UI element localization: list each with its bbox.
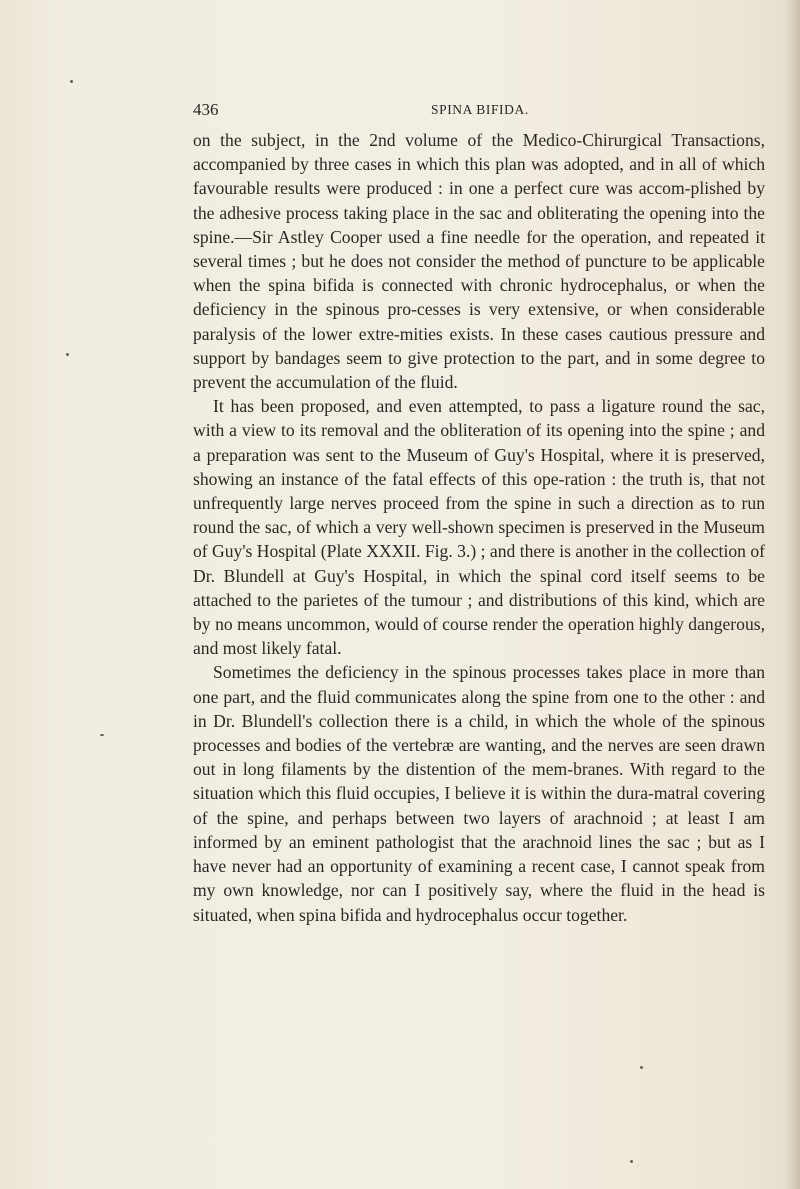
paper-speck	[630, 1160, 633, 1163]
page-edge-shadow	[786, 0, 800, 1189]
paragraph-1: on the subject, in the 2nd volume of the Medico-Chirurgical Transactions, accompanied by three cases in which this plan was adopted, and in all of which favourable results were produced : in one a perfect cure was accom-plished by the adhesive process taking place in the sac and obliterating the opening into the spine.—Sir Astley Cooper used a fine needle for the operation, and repeated it several times ; but he does not consider the method of puncture to be applicable when the spina bifida is connected with chronic hydrocephalus, or when the deficiency in the spinous pro-cesses is very extensive, or when considerable paralysis of the lower extre-mities exists. In these cases cautious pressure and support by bandages seem to give protection to the part, and in some degree to prevent the accumulation of the fluid.	[193, 130, 765, 393]
body-text	[193, 128, 765, 927]
paper-speck	[640, 1066, 643, 1069]
paper-speck	[70, 80, 73, 83]
paper-speck	[100, 734, 104, 736]
paragraph-2: It has been proposed, and even attempted, to pass a ligature round the sac, with a view to its removal and the obliteration of its opening into the spine ; and a preparation was sent to the Museum of Guy's Hospital, where it is preserved, showing an instance of the fatal effects of this ope-ration : the truth is, that not unfrequently large nerves proceed from the spine in such a direction as to run round the sac, of which a very well-shown specimen is preserved in the Museum of Guy's Hospital (Plate XXXII. Fig. 3.) ; and there is another in the collection of Dr. Blundell at Guy's Hospital, in which the spinal cord itself seems to be attached to the parietes of the tumour ; and distributions of this kind, which are by no means uncommon, would of course render the operation highly dangerous, and most likely fatal.	[193, 396, 765, 659]
paragraph-3: Sometimes the deficiency in the spinous processes takes place in more than one part, and the fluid communicates along the spine from one to the other : and in Dr. Blundell's collection there is a child, in which the whole of the spinous processes and bodies of the vertebræ are wanting, and the nerves are seen drawn out in long filaments by the distention of the mem-branes. With regard to the situation which this fluid occupies, I believe it is within the dura-matral covering of the spine, and perhaps between two layers of arachnoid ; at least I am informed by an eminent pathologist that the arachnoid lines the sac ; but as I have never had an opportunity of examining a recent case, I cannot speak from my own knowledge, nor can I positively say, where the fluid in the head is situated, when spina bifida and hydrocephalus occur together.	[193, 662, 765, 925]
page-header	[193, 100, 765, 124]
paper-speck	[66, 353, 69, 356]
running-title: SPINA BIFIDA.	[431, 102, 529, 117]
page-number: 436	[193, 100, 219, 119]
